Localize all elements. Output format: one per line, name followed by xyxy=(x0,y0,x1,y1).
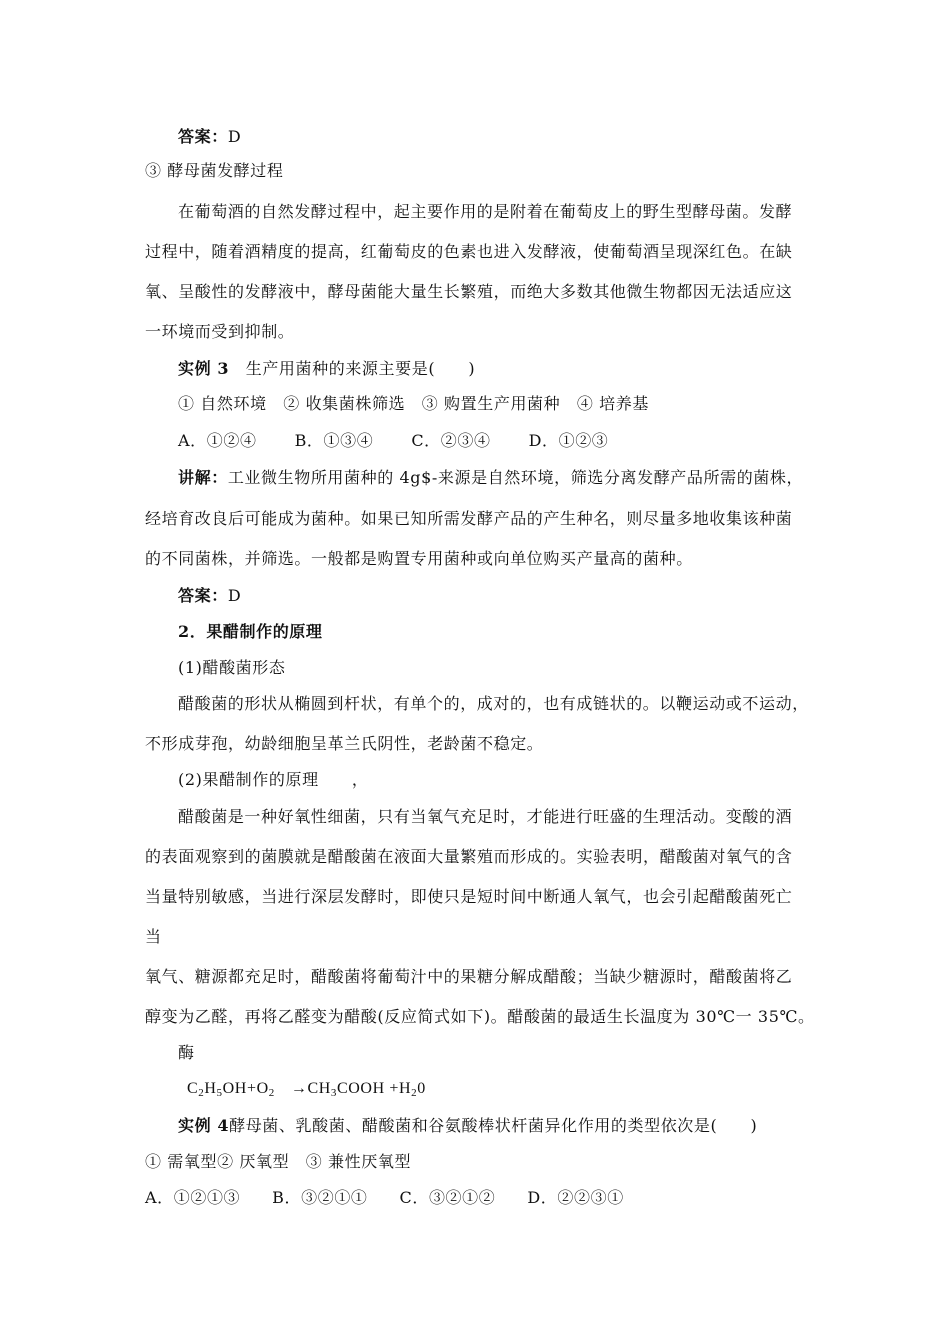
eq-sub: 2 xyxy=(198,1087,205,1099)
paragraph-line: 醋酸菌是一种好氧性细菌，只有当氧气充足时，才能进行旺盛的生理活动。变酸的酒 xyxy=(178,807,793,826)
answer-value: D xyxy=(227,586,242,605)
paragraph-line: 的表面观察到的菌膜就是醋酸菌在液面大量繁殖而形成的。实验表明，醋酸菌对氧气的含 xyxy=(145,847,793,866)
paragraph-line: 过程中，随着酒精度的提高，红葡萄皮的色素也进入发酵液，使葡萄酒呈现深红色。在缺 xyxy=(145,242,793,261)
heading-yeast-fermentation: ③ 酵母菌发酵过程 xyxy=(145,161,284,180)
question-text: 生产用菌种的来源主要是( ) xyxy=(245,359,476,378)
paragraph-line: 当 xyxy=(145,927,162,946)
example-3-choices xyxy=(178,430,608,452)
eq-sub: 2 xyxy=(411,1087,418,1099)
choice-d: D．②②③① xyxy=(527,1188,624,1207)
explanation-line: 的不同菌株，并筛选。一般都是购置专用菌种或向单位购买产量高的菌种。 xyxy=(145,549,693,568)
eq-text: C xyxy=(187,1080,199,1097)
paragraph-line: 在葡萄酒的自然发酵过程中，起主要作用的是附着在葡萄皮上的野生型酵母菌。发酵 xyxy=(178,202,793,221)
choice-b: B．①③④ xyxy=(294,431,374,450)
answer-label: 答案： xyxy=(178,127,228,146)
paragraph-line: 氧气、糖源都充足时，醋酸菌将葡萄汁中的果糖分解成醋酸；当缺少糖源时，醋酸菌将乙 xyxy=(145,967,793,986)
reaction-equation xyxy=(187,1078,426,1104)
example-label: 实例 3 xyxy=(178,359,230,378)
example-4-options: ① 需氧型② 厌氧型 ③ 兼性厌氧型 xyxy=(145,1152,412,1171)
explanation-text: 工业微生物所用菌种的 4g$-来源是自然环境，筛选分离发酵产品所需的菌株， xyxy=(227,468,804,487)
example-label: 实例 4 xyxy=(178,1116,230,1135)
paragraph-line: 氧、呈酸性的发酵液中，酵母菌能大量生长繁殖，而绝大多数其他微生物都因无法适应这 xyxy=(145,282,793,301)
eq-sub: 3 xyxy=(330,1087,337,1099)
paragraph-line: 醇变为乙醛，再将乙醛变为醋酸(反应简式如下)。醋酸菌的最适生长温度为 30℃一 35℃。 xyxy=(145,1007,815,1026)
eq-text: OH+O xyxy=(222,1080,269,1097)
example-4-question xyxy=(178,1115,757,1137)
choice-a: A．①②①③ xyxy=(145,1188,241,1207)
example-4-choices xyxy=(145,1187,624,1209)
answer-label: 答案： xyxy=(178,586,228,605)
example-3-options: ① 自然环境 ② 收集菌株筛选 ③ 购置生产用菌种 ④ 培养基 xyxy=(178,394,649,413)
choice-c: C．③②①② xyxy=(399,1188,496,1207)
paragraph-line: 一环境而受到抑制。 xyxy=(145,322,295,341)
eq-text: H xyxy=(204,1080,217,1097)
eq-text: COOH +H xyxy=(337,1080,412,1097)
choice-d: D．①②③ xyxy=(528,431,609,450)
explanation-line xyxy=(178,467,803,489)
choice-c: C．②③④ xyxy=(411,431,491,450)
paragraph-line: 当量特别敏感，当进行深层发酵时，即使只是短时间中断通人氧气，也会引起醋酸菌死亡 xyxy=(145,887,793,906)
enzyme-label: 酶 xyxy=(178,1043,195,1062)
eq-arrow: →CH xyxy=(290,1080,331,1097)
section-2-title: 2．果醋制作的原理 xyxy=(178,622,323,641)
answer-line-1 xyxy=(178,126,241,148)
question-text: 酵母菌、乳酸菌、醋酸菌和谷氨酸棒状杆菌异化作用的类型依次是( ) xyxy=(229,1116,758,1135)
choice-a: A．①②④ xyxy=(178,431,257,450)
explanation-label: 讲解： xyxy=(178,468,228,487)
explanation-line: 经培育改良后可能成为菌种。如果已知所需发酵产品的产生种名，则尽量多地收集该种菌 xyxy=(145,509,793,528)
subsection-1-title: (1)醋酸菌形态 xyxy=(178,658,286,677)
answer-line-2 xyxy=(178,585,241,607)
eq-sub: 5 xyxy=(216,1087,223,1099)
eq-text: 0 xyxy=(417,1080,426,1097)
eq-sub: 2 xyxy=(268,1087,275,1099)
choice-b: B．③②①① xyxy=(272,1188,368,1207)
subsection-2-title: (2)果醋制作的原理 ， xyxy=(178,770,369,789)
answer-value: D xyxy=(227,127,242,146)
example-3-question xyxy=(178,358,475,380)
paragraph-line: 不形成芽孢，幼龄细胞呈革兰氏阴性，老龄菌不稳定。 xyxy=(145,734,544,753)
paragraph-line: 醋酸菌的形状从椭圆到杆状，有单个的，成对的，也有成链状的。以鞭运动或不运动， xyxy=(178,694,809,713)
